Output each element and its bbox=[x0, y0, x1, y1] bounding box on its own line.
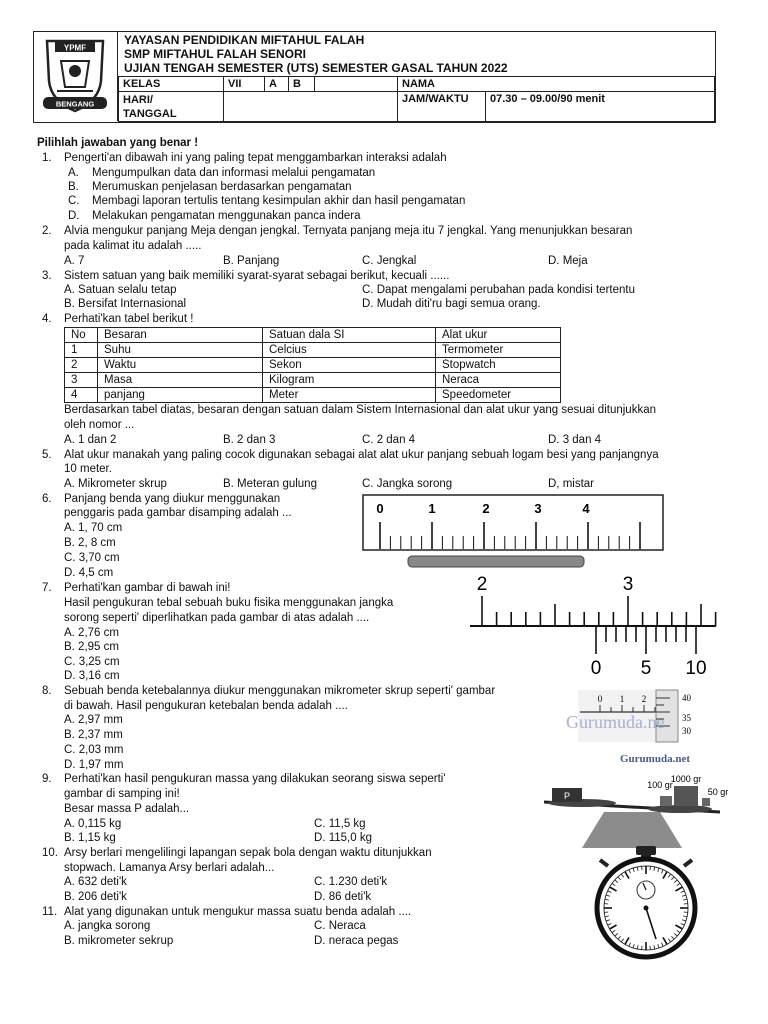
q3-option-c: C. Dapat mengalami perubahan pada kondisi tertentu bbox=[362, 284, 635, 296]
balance-figure bbox=[534, 770, 730, 850]
sleeve-label: 0 bbox=[597, 694, 603, 704]
q5-text-line2: 10 meter. bbox=[64, 463, 112, 475]
q7-option-a: A. 2,76 cm bbox=[64, 627, 119, 639]
weight-100 bbox=[660, 796, 672, 806]
table-cell: 3 bbox=[65, 373, 98, 388]
foundation-name: YAYASAN PENDIDIKAN MIFTAHUL FALAH bbox=[124, 33, 365, 47]
main-scale-label: 3 bbox=[622, 574, 634, 595]
table-header-cell: Besaran bbox=[98, 328, 263, 343]
ruler-label: 1 bbox=[428, 501, 436, 516]
weight-1000 bbox=[674, 786, 698, 806]
q6-option-c: C. 3,70 cm bbox=[64, 552, 120, 564]
q5-option-a: A. Mikrometer skrup bbox=[64, 478, 167, 490]
q2-option-c: C. Jengkal bbox=[362, 255, 417, 267]
hari-tanggal-label bbox=[118, 91, 224, 122]
q8-option-d: D. 1,97 mm bbox=[64, 759, 124, 771]
kelas-a: A bbox=[264, 76, 289, 92]
q6-text-line2: penggaris pada gambar disamping adalah ... bbox=[64, 507, 292, 519]
table-cell: Speedometer bbox=[436, 388, 561, 403]
q4-option-c: C. 2 dan 4 bbox=[362, 434, 416, 446]
q7-text-line3: sorong seperti' diperlihatkan pada gambar di atas adalah .... bbox=[64, 612, 370, 624]
jam-value: 07.30 – 09.00/90 menit bbox=[485, 91, 715, 122]
q4-text-line3: oleh nomor ... bbox=[64, 419, 135, 431]
ruler-label: 2 bbox=[482, 501, 490, 516]
ruler-label: 3 bbox=[534, 501, 542, 516]
school-name: SMP MIFTAHUL FALAH SENORI bbox=[124, 47, 307, 61]
q1-option-a: Mengumpulkan data dan informasi melalui pengamatan bbox=[92, 167, 376, 179]
q9-text-line2: gambar di samping ini! bbox=[64, 788, 180, 800]
q3-option-d: D. Mudah diti'ru bagi semua orang. bbox=[362, 298, 541, 310]
table-row bbox=[65, 373, 561, 388]
table-header-row bbox=[65, 328, 561, 343]
q10-option-a: A. 632 deti'k bbox=[64, 876, 127, 888]
q2-text-line2: pada kalimat itu adalah ..... bbox=[64, 240, 202, 252]
q1-option-b-letter: B. bbox=[68, 181, 79, 193]
q8-option-a: A. 2,97 mm bbox=[64, 714, 123, 726]
sleeve-label: 2 bbox=[641, 694, 647, 704]
nama-label: NAMA bbox=[397, 76, 715, 92]
table-header-cell: Satuan dala SI bbox=[263, 328, 436, 343]
q11-number: 11. bbox=[42, 906, 58, 918]
quantities-table bbox=[64, 327, 561, 403]
table-cell: 2 bbox=[65, 358, 98, 373]
q1-option-b: Merumuskan penjelasan berdasarkan pengamatan bbox=[92, 181, 352, 193]
logo-emblem-icon bbox=[33, 31, 117, 119]
q3-option-b: B. Bersifat Internasional bbox=[64, 298, 187, 310]
q9-option-b: B. 1,15 kg bbox=[64, 832, 116, 844]
table-cell: Sekon bbox=[263, 358, 436, 373]
q1-option-d: Melakukan pengamatan menggunakan panca indera bbox=[92, 210, 361, 222]
q5-option-b: B. Meteran gulung bbox=[223, 478, 317, 490]
watermark-text: Gurumuda.ne bbox=[566, 712, 665, 732]
ruler-figure bbox=[362, 494, 666, 570]
q7-option-c: C. 3,25 cm bbox=[64, 656, 120, 668]
table-cell: Neraca bbox=[436, 373, 561, 388]
table-row bbox=[65, 358, 561, 373]
q11-text: Alat yang digunakan untuk mengukur massa suatu benda adalah .... bbox=[64, 906, 412, 918]
q5-option-d: D, mistar bbox=[548, 478, 594, 490]
stopwatch-icon bbox=[586, 844, 706, 960]
q9-number: 9. bbox=[42, 773, 52, 785]
q8-number: 8. bbox=[42, 685, 52, 697]
q6-option-a: A. 1, 70 cm bbox=[64, 522, 123, 534]
q5-number: 5. bbox=[42, 449, 52, 461]
q2-text-line1: Alvia mengukur panjang Meja dengan jengkal. Ternyata panjang meja itu 7 jengkal. Yang menunjukkan besaran bbox=[64, 225, 633, 237]
table-cell: 1 bbox=[65, 343, 98, 358]
ruler-label: 4 bbox=[582, 501, 590, 516]
weight-label: 1000 gr bbox=[670, 774, 702, 784]
table-header-cell: Alat ukur bbox=[436, 328, 561, 343]
q3-option-a: A. Satuan selalu tetap bbox=[64, 284, 177, 296]
table-cell: Termometer bbox=[436, 343, 561, 358]
q2-option-a: A. 7 bbox=[64, 255, 85, 267]
vernier-label: 5 bbox=[640, 658, 652, 679]
table-row bbox=[65, 343, 561, 358]
vernier-label: 10 bbox=[685, 658, 707, 679]
sleeve-label: 1 bbox=[619, 694, 625, 704]
q8-text-line1: Sebuah benda ketebalannya diukur menggunakan mikrometer skrup seperti' gambar bbox=[64, 685, 496, 697]
q10-option-d: D. 86 deti'k bbox=[314, 891, 372, 903]
table-cell: Waktu bbox=[98, 358, 263, 373]
measured-rod bbox=[408, 556, 584, 567]
table-row bbox=[65, 388, 561, 403]
q7-number: 7. bbox=[42, 582, 52, 594]
hari-blank bbox=[223, 91, 398, 122]
vernier-label: 0 bbox=[590, 658, 602, 679]
q1-option-d-letter: D. bbox=[68, 210, 80, 222]
ruler-label: 0 bbox=[376, 501, 384, 516]
q11-option-c: C. Neraca bbox=[314, 920, 366, 932]
q2-number: 2. bbox=[42, 225, 52, 237]
q8-text-line2: di bawah. Hasil pengukuran ketebalan benda adalah .... bbox=[64, 700, 348, 712]
q1-number: 1. bbox=[42, 152, 52, 164]
ruler-body bbox=[363, 495, 663, 550]
kelas-label: KELAS bbox=[118, 76, 224, 92]
object-p-label: P bbox=[563, 791, 571, 801]
q11-option-b: B. mikrometer sekrup bbox=[64, 935, 174, 947]
q9-option-c: C. 11,5 kg bbox=[314, 818, 366, 830]
weight-label: 100 gr bbox=[647, 780, 673, 790]
svg-text:YPMF: YPMF bbox=[63, 43, 87, 53]
table-cell: panjang bbox=[98, 388, 263, 403]
weight-label: 50 gr bbox=[707, 787, 729, 797]
table-cell: Stopwatch bbox=[436, 358, 561, 373]
main-scale-label: 2 bbox=[476, 574, 488, 595]
q7-text-line1: Perhati'kan gambar di bawah ini! bbox=[64, 582, 231, 594]
kelas-value: VII bbox=[223, 76, 265, 92]
q1-option-c: Membagi laporan tertulis tentang kesimpulan akhir dan hasil pengamatan bbox=[92, 195, 466, 207]
q9-text-line3: Besar massa P adalah... bbox=[64, 803, 190, 815]
q6-number: 6. bbox=[42, 493, 52, 505]
q6-option-b: B. 2, 8 cm bbox=[64, 537, 116, 549]
school-logo bbox=[33, 31, 118, 121]
q5-text-line1: Alat ukur manakah yang paling cocok digunakan sebagai alat alat ukur panjang sebuah logam besi yang panjangnya bbox=[64, 449, 659, 461]
q9-text-line1: Perhati'kan hasil pengukuran massa yang dilakukan seorang siswa seperti' bbox=[64, 773, 446, 785]
tanggal-label: TANGGAL bbox=[123, 108, 177, 120]
q1-option-a-letter: A. bbox=[68, 167, 79, 179]
thimble-label: 30 bbox=[682, 726, 691, 736]
weight-50 bbox=[702, 798, 710, 806]
table-cell: 4 bbox=[65, 388, 98, 403]
q11-option-d: D. neraca pegas bbox=[314, 935, 399, 947]
jam-label: JAM/WAKTU bbox=[397, 91, 486, 122]
q5-option-c: C. Jangka sorong bbox=[362, 478, 453, 490]
table-cell: Masa bbox=[98, 373, 263, 388]
q10-text-line1: Arsy berlari mengelilingi lapangan sepak bola dengan waktu ditunjukkan bbox=[64, 847, 432, 859]
q2-option-b: B. Panjang bbox=[223, 255, 280, 267]
balance-base bbox=[582, 812, 682, 848]
q4-option-b: B. 2 dan 3 bbox=[223, 434, 276, 446]
watermark-caption: Gurumuda.net bbox=[620, 753, 690, 765]
exam-title: UJIAN TENGAH SEMESTER (UTS) SEMESTER GASAL TAHUN 2022 bbox=[124, 61, 508, 75]
q4-option-d: D. 3 dan 4 bbox=[548, 434, 602, 446]
hari-label: HARI/ bbox=[123, 94, 153, 106]
table-cell: Suhu bbox=[98, 343, 263, 358]
q1-option-c-letter: C. bbox=[68, 195, 80, 207]
q1-text: Pengerti'an dibawah ini yang paling tepat menggambarkan interaksi adalah bbox=[64, 152, 447, 164]
q9-option-d: D. 115,0 kg bbox=[314, 832, 372, 844]
q4-number: 4. bbox=[42, 313, 52, 325]
q4-text: Perhati'kan tabel berikut ! bbox=[64, 313, 194, 325]
q9-option-a: A. 0,115 kg bbox=[64, 818, 122, 830]
q4-text-line2: Berdasarkan tabel diatas, besaran dengan satuan dalam Sistem Internasional dan alat ukur yang sesuai ditunjukkan bbox=[64, 404, 656, 416]
instruction: Pilihlah jawaban yang benar ! bbox=[37, 137, 199, 149]
kelas-b: B bbox=[288, 76, 315, 92]
vernier-caliper-figure bbox=[464, 572, 724, 680]
q10-text-line2: stopwach. Lamanya Arsy berlari adalah... bbox=[64, 862, 275, 874]
micrometer-figure bbox=[560, 686, 724, 766]
table-header-cell: No bbox=[65, 328, 98, 343]
q8-option-b: B. 2,37 mm bbox=[64, 729, 123, 741]
q2-option-d: D. Meja bbox=[548, 255, 588, 267]
thimble-label: 35 bbox=[682, 713, 691, 723]
q10-number: 10. bbox=[42, 847, 58, 859]
q7-option-b: B. 2,95 cm bbox=[64, 641, 119, 653]
q3-number: 3. bbox=[42, 270, 52, 282]
table-cell: Celcius bbox=[263, 343, 436, 358]
q8-option-c: C. 2,03 mm bbox=[64, 744, 124, 756]
q3-text: Sistem satuan yang baik memiliki syarat-syarat sebagai berikut, kecuali ...... bbox=[64, 270, 450, 282]
kelas-blank bbox=[314, 76, 398, 92]
svg-text:BENGANG: BENGANG bbox=[55, 99, 95, 109]
q11-option-a: A. jangka sorong bbox=[64, 920, 151, 932]
table-cell: Meter bbox=[263, 388, 436, 403]
thimble-label: 40 bbox=[682, 693, 691, 703]
q6-option-d: D. 4,5 cm bbox=[64, 567, 114, 579]
table-cell: Kilogram bbox=[263, 373, 436, 388]
q6-text-line1: Panjang benda yang diukur menggunakan bbox=[64, 493, 281, 505]
q10-option-b: B. 206 deti'k bbox=[64, 891, 127, 903]
q7-option-d: D. 3,16 cm bbox=[64, 670, 120, 682]
q7-text-line2: Hasil pengukuran tebal sebuah buku fisika menggunakan jangka bbox=[64, 597, 394, 609]
q10-option-c: C. 1.230 deti'k bbox=[314, 876, 388, 888]
q4-option-a: A. 1 dan 2 bbox=[64, 434, 117, 446]
